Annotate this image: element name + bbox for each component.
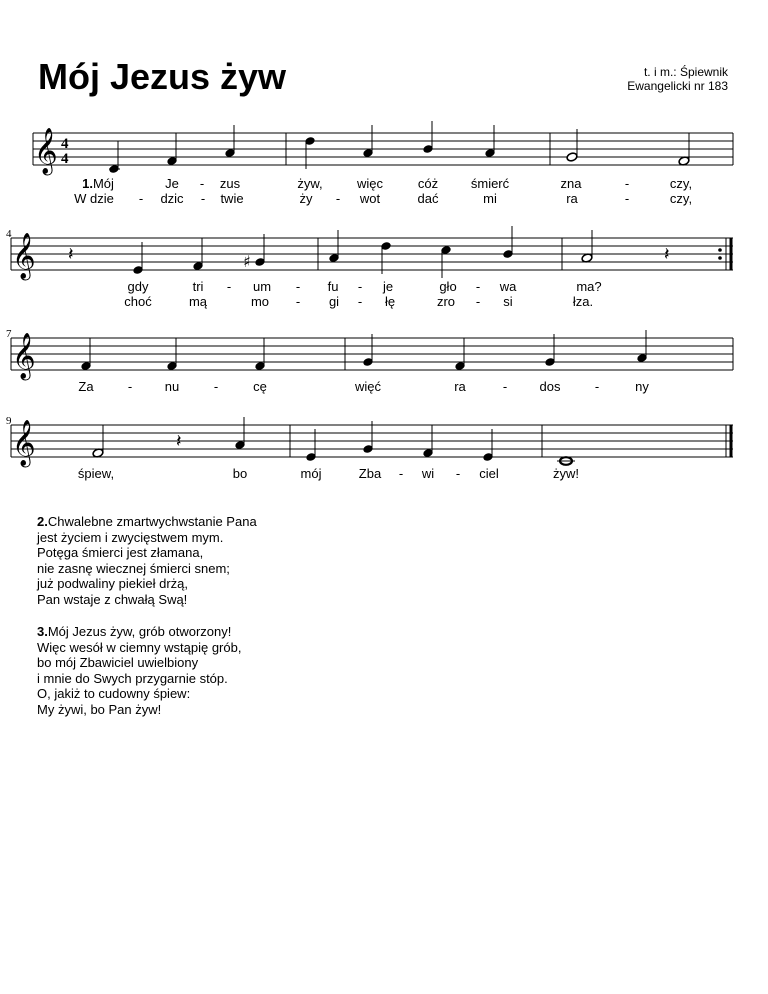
measure-number: 9 bbox=[6, 415, 12, 427]
lyric: um bbox=[252, 279, 272, 294]
credit bbox=[627, 65, 728, 93]
lyric-hyphen: - bbox=[398, 466, 404, 481]
lyric: Za bbox=[78, 379, 94, 394]
lyric: W dzie bbox=[74, 191, 114, 206]
lyric: ny bbox=[635, 379, 649, 394]
lyric: cę bbox=[253, 379, 267, 394]
credit-line-2: Ewangelicki nr 183 bbox=[627, 79, 728, 93]
lyric: mą bbox=[188, 294, 208, 309]
staff-system-3 bbox=[0, 325, 768, 385]
lyric-hyphen: - bbox=[226, 279, 232, 294]
staff-system-2 bbox=[0, 225, 768, 285]
lyric: żyw! bbox=[553, 466, 579, 481]
verse-line: Więc wesół w ciemny wstąpię grób, bbox=[37, 639, 242, 655]
time-sig-bottom: 4 bbox=[61, 151, 69, 167]
lyric: nu bbox=[164, 379, 180, 394]
treble-clef-icon: 𝄞 bbox=[34, 128, 58, 174]
lyric: dos bbox=[539, 379, 561, 394]
verse-line: O, jakiż to cudowny śpiew: bbox=[37, 686, 191, 701]
lyric: żyw, bbox=[297, 176, 323, 191]
lyric: zus bbox=[219, 176, 241, 191]
lyric-hyphen: - bbox=[624, 191, 630, 206]
lyric: wi bbox=[421, 466, 435, 481]
lyric-hyphen: - bbox=[335, 191, 341, 206]
lyric-hyphen: - bbox=[594, 379, 600, 394]
lyric: czy, bbox=[669, 176, 693, 191]
lyric: ma? bbox=[576, 279, 602, 294]
lyric: gi bbox=[328, 294, 340, 309]
staff-system-1 bbox=[0, 120, 768, 180]
quarter-rest-icon: 𝄽 bbox=[68, 244, 74, 265]
lyric-hyphen: - bbox=[357, 279, 363, 294]
lyric: gdy bbox=[127, 279, 149, 294]
lyric: dać bbox=[417, 191, 439, 206]
lyric: cóż bbox=[417, 176, 439, 191]
quarter-rest-icon: 𝄽 bbox=[176, 431, 182, 452]
lyric: Zba bbox=[358, 466, 382, 481]
verse-line: nie zasnę wiecznej śmierci snem; bbox=[37, 560, 230, 576]
lyric: wa bbox=[499, 279, 517, 294]
lyric: dzic bbox=[160, 191, 184, 206]
verses-text bbox=[37, 514, 257, 734]
lyric: wot bbox=[359, 191, 381, 206]
lyric: mo bbox=[250, 294, 270, 309]
lyric-hyphen: - bbox=[199, 176, 205, 191]
notes-system-3 bbox=[80, 330, 647, 371]
lyric: ra bbox=[454, 379, 466, 394]
treble-clef-icon: 𝄞 bbox=[12, 420, 36, 466]
lyric-hyphen: - bbox=[624, 176, 630, 191]
lyric-hyphen: - bbox=[138, 191, 144, 206]
lyric: choć bbox=[124, 294, 152, 309]
measure-number: 4 bbox=[6, 228, 12, 240]
verse-line: 3.Mój Jezus żyw, grób otworzony! bbox=[37, 624, 232, 639]
sharp-icon: ♯ bbox=[243, 252, 251, 271]
verse-line: 2.Chwalebne zmartwychwstanie Pana bbox=[37, 514, 257, 529]
lyric: więc bbox=[356, 176, 384, 191]
song-title: Mój Jezus żyw bbox=[38, 56, 287, 97]
lyric: zro bbox=[436, 294, 456, 309]
lyric: twie bbox=[220, 191, 244, 206]
lyric-hyphen: - bbox=[475, 279, 481, 294]
lyric: ciel bbox=[479, 466, 499, 481]
lyric: fu bbox=[327, 279, 339, 294]
lyric: więć bbox=[354, 379, 382, 394]
lyric: si bbox=[503, 294, 513, 309]
lyric: łę bbox=[384, 294, 396, 309]
verse-3 bbox=[37, 624, 257, 717]
lyric: zna bbox=[560, 176, 582, 191]
verse-line: już podwaliny piekieł drżą, bbox=[37, 576, 189, 591]
lyric: mój bbox=[300, 466, 322, 481]
treble-clef-icon: 𝄞 bbox=[12, 233, 36, 279]
lyric: łza. bbox=[572, 294, 594, 309]
measure-number: 7 bbox=[6, 328, 12, 340]
lyric-hyphen: - bbox=[295, 279, 301, 294]
verse-2 bbox=[37, 514, 257, 607]
time-sig-top: 4 bbox=[61, 136, 69, 152]
staff-system-4 bbox=[0, 412, 768, 472]
lyric: ra bbox=[566, 191, 578, 206]
verse-line: Potęga śmierci jest złamana, bbox=[37, 545, 204, 560]
lyric-hyphen: - bbox=[455, 466, 461, 481]
lyric: je bbox=[382, 279, 394, 294]
lyric: mi bbox=[483, 191, 497, 206]
lyric-hyphen: - bbox=[502, 379, 508, 394]
lyric: gło bbox=[439, 279, 457, 294]
notes-system-1 bbox=[108, 121, 690, 174]
lyric-hyphen: - bbox=[213, 379, 219, 394]
verse-line: bo mój Zbawiciel uwielbiony bbox=[37, 655, 199, 670]
verse-line: jest życiem i zwycięstwem mym. bbox=[37, 529, 224, 545]
lyric: 1.Mój bbox=[82, 176, 114, 191]
lyric-hyphen: - bbox=[127, 379, 133, 394]
verse-line: My żywi, bo Pan żyw! bbox=[37, 701, 162, 717]
lyric-hyphen: - bbox=[295, 294, 301, 309]
verse-line: Pan wstaje z chwałą Swą! bbox=[37, 591, 188, 607]
lyric-hyphen: - bbox=[475, 294, 481, 309]
lyric: Je bbox=[165, 176, 179, 191]
lyric: czy, bbox=[669, 191, 693, 206]
treble-clef-icon: 𝄞 bbox=[12, 333, 36, 379]
quarter-rest-icon: 𝄽 bbox=[664, 244, 670, 265]
lyric: ży bbox=[299, 191, 313, 206]
lyric: śmierć bbox=[470, 176, 510, 191]
lyric-hyphen: - bbox=[200, 191, 206, 206]
lyric: bo bbox=[232, 466, 248, 481]
lyric: śpiew, bbox=[77, 466, 115, 481]
verse-line: i mnie do Swych przygarnie stóp. bbox=[37, 670, 228, 686]
lyric-hyphen: - bbox=[357, 294, 363, 309]
credit-line-1: t. i m.: Śpiewnik bbox=[643, 65, 728, 79]
lyric: tri bbox=[192, 279, 204, 294]
